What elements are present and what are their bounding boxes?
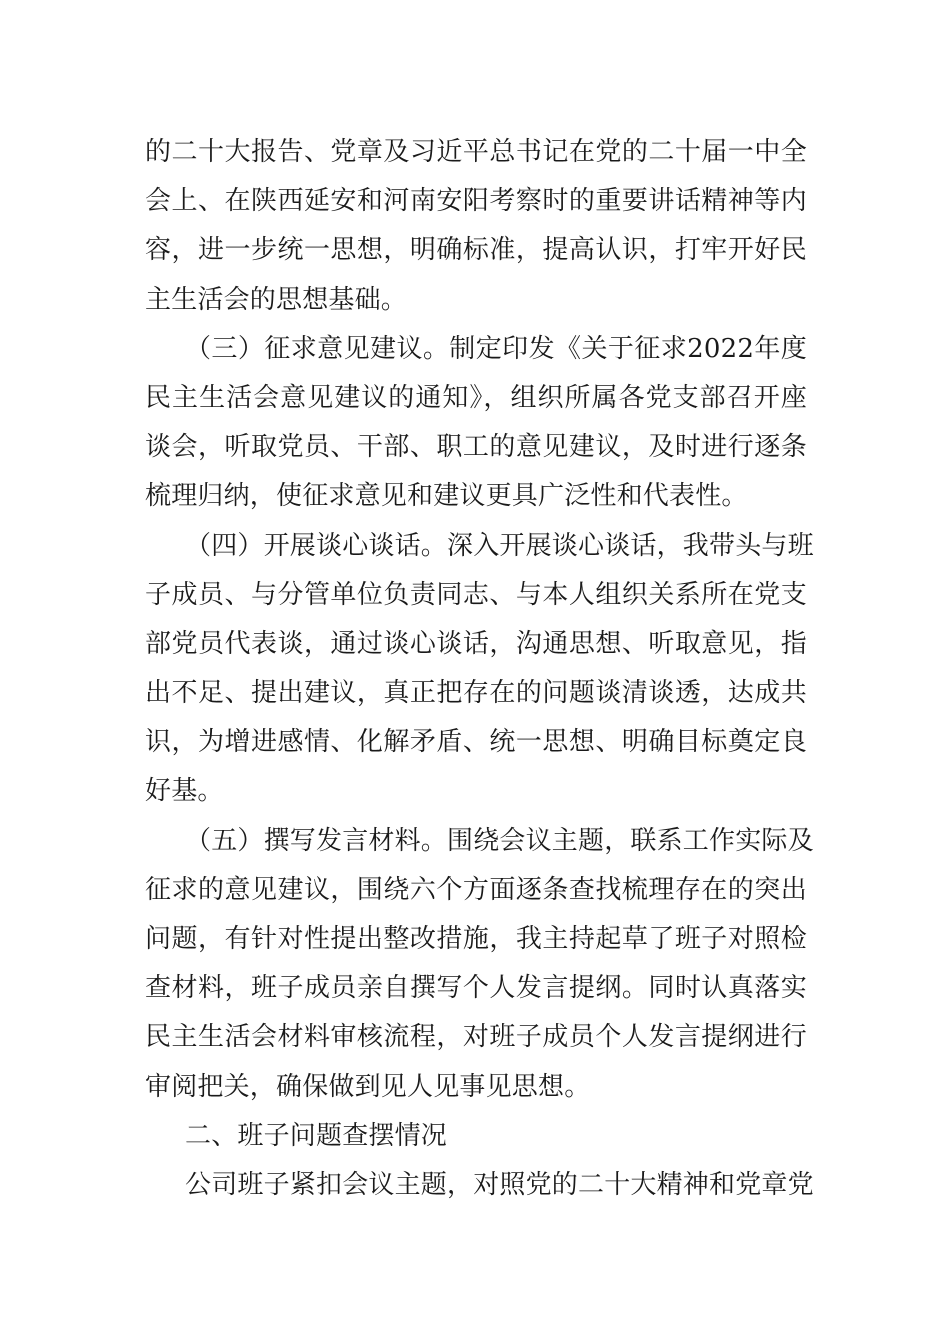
text-line: 征求的意见建议，围绕六个方面逐条查找梳理存在的突出	[145, 874, 807, 905]
text-line: 查材料，班子成员亲自撰写个人发言提纲。同时认真落实	[145, 973, 807, 1004]
text-line: 谈会，听取党员、干部、职工的意见建议，及时进行逐条	[145, 432, 807, 463]
text-line: 会上、在陕西延安和河南安阳考察时的重要讲话精神等内	[145, 186, 807, 217]
paragraph-start-line: 公司班子紧扣会议主题，对照党的二十大精神和党章党	[185, 1169, 814, 1200]
text-line: 容，进一步统一思想，明确标准，提高认识，打牢开好民	[145, 235, 807, 266]
text-line: 民主生活会材料审核流程，对班子成员个人发言提纲进行	[145, 1022, 807, 1053]
paragraph-start-line: （五）撰写发言材料。围绕会议主题，联系工作实际及	[185, 825, 814, 856]
text-line: 部党员代表谈，通过谈心谈话，沟通思想、听取意见，指	[145, 628, 807, 659]
text-line: 识，为增进感情、化解矛盾、统一思想、明确目标奠定良	[145, 727, 807, 758]
text-line: 审阅把关，确保做到见人见事见思想。	[145, 1071, 591, 1102]
text-line: 梳理归纳，使征求意见和建议更具广泛性和代表性。	[145, 481, 748, 512]
text-line: 出不足、提出建议，真正把存在的问题谈清谈透，达成共	[145, 678, 807, 709]
text-line: 民主生活会意见建议的通知》，组织所属各党支部召开座	[145, 382, 807, 413]
text-line: 主生活会的思想基础。	[145, 284, 408, 315]
text-line: 问题，有针对性提出整改措施，我主持起草了班子对照检	[145, 924, 807, 954]
document-page	[145, 128, 814, 1210]
paragraph-start-line: （四）开展谈心谈话。深入开展谈心谈话，我带头与班	[185, 530, 814, 561]
text-line: 子成员、与分管单位负责同志、与本人组织关系所在党支	[145, 579, 807, 610]
paragraph-start-line: （三）征求意见建议。制定印发《关于征求2022年度	[185, 333, 807, 364]
text-line: 好基。	[145, 776, 224, 807]
text-line: 的二十大报告、党章及习近平总书记在党的二十届一中全	[145, 137, 807, 167]
section-heading: 二、班子问题查摆情况	[185, 1120, 448, 1151]
